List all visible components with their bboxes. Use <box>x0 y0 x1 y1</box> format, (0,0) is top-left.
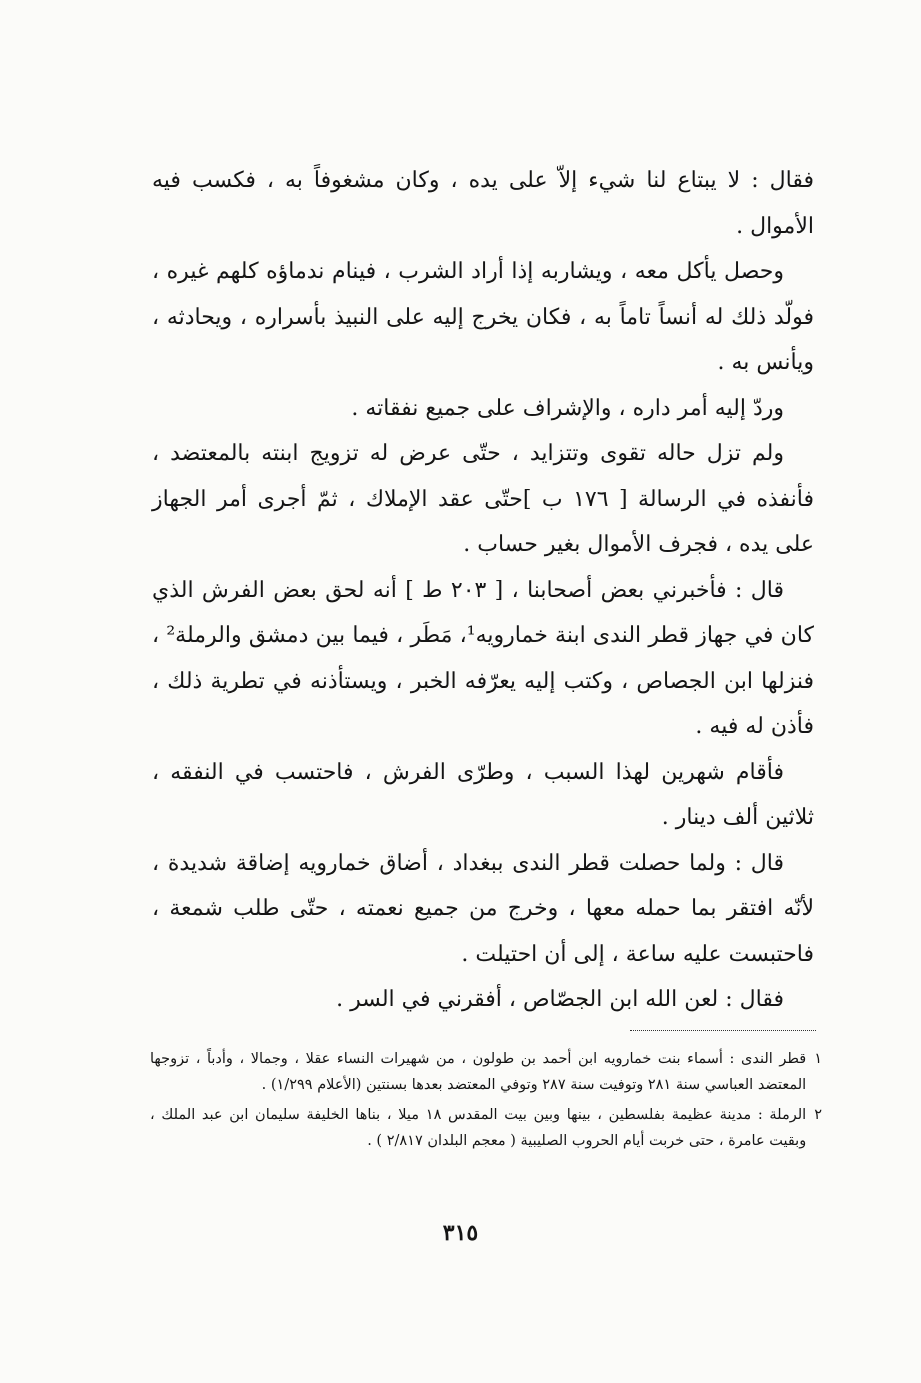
paragraph-6: فأقام شهرين لهذا السبب ، وطرّى الفرش ، فاحتسب في النفقه ، ثلاثين ألف دينار . <box>152 759 814 830</box>
footnote-number: ٢ <box>814 1107 822 1123</box>
paragraph-1: فقال : لا يبتاع لنا شيء إلاّ على يده ، وكان مشغوفاً به ، فكسب فيه الأموال . <box>152 168 814 239</box>
footnote-2 <box>150 1102 822 1154</box>
paragraph-4: ولم تزل حاله تقوى وتتزايد ، حتّى عرض له تزويج ابنته بالمعتضد ، فأنفذه في الرسالة [ ١٧٦ ب ]حتّى عقد الإملاك ، ثمّ أجرى أمر الجهاز على يده ، فجرف الأموال بغير حساب . <box>152 441 814 557</box>
footnote-number: ١ <box>814 1051 822 1067</box>
main-text <box>152 158 814 1023</box>
footnote-text: قطر الندى : أسماء بنت خمارويه ابن أحمد بن طولون ، من شهيرات النساء عقلا ، وجمالا ، وأدباً ، تزوجها المعتضد العباسي سنة ٢٨١ وتوفيت سنة ٢٨٧ وتوفي المعتضد بعدها بسنتين (الأعلام ١/٢٩٩) . <box>150 1051 807 1093</box>
footnotes <box>150 1046 822 1158</box>
page-number: ٣١٥ <box>442 1220 479 1246</box>
footnote-text: الرملة : مدينة عظيمة بفلسطين ، بينها وبين بيت المقدس ١٨ ميلا ، بناها الخليفة سليمان ابن عبد الملك ، وبقيت عامرة ، حتى خربت أيام الحروب الصليبية ( معجم البلدان ٢/٨١٧ ) . <box>150 1107 807 1149</box>
footnote-divider <box>630 1030 816 1031</box>
paragraph-5: قال : فأخبرني بعض أصحابنا ، [ ٢٠٣ ط ] أنه لحق بعض الفرش الذي كان في جهاز قطر الندى ابنة خمارويه¹، مَطَر ، فيما بين دمشق والرملة² ، فنزلها ابن الجصاص ، وكتب إليه يعرّفه الخبر ، ويستأذنه في تطرية ذلك ، فأذن له فيه . <box>152 577 815 739</box>
footnote-1 <box>150 1046 822 1098</box>
paragraph-3: وردّ إليه أمر داره ، والإشراف على جميع نفقاته . <box>351 395 784 421</box>
paragraph-8: فقال : لعن الله ابن الجصّاص ، أفقرني في السر . <box>336 987 784 1012</box>
paragraph-2: وحصل يأكل معه ، ويشاربه إذا أراد الشرب ، فينام ندماؤه كلهم غيره ، فولّد ذلك له أنساً تاماً به ، فكان يخرج إليه على النبيذ بأسراره ، ويحادثه ، ويأنس به . <box>152 259 814 375</box>
paragraph-7: قال : ولما حصلت قطر الندى ببغداد ، أضاق خمارويه إضاقة شديدة ، لأنّه افتقر بما حمله معها ، وخرج من جميع نعمته ، حتّى طلب شمعة ، فاحتبست عليه ساعة ، إلى أن احتيلت . <box>152 850 814 967</box>
